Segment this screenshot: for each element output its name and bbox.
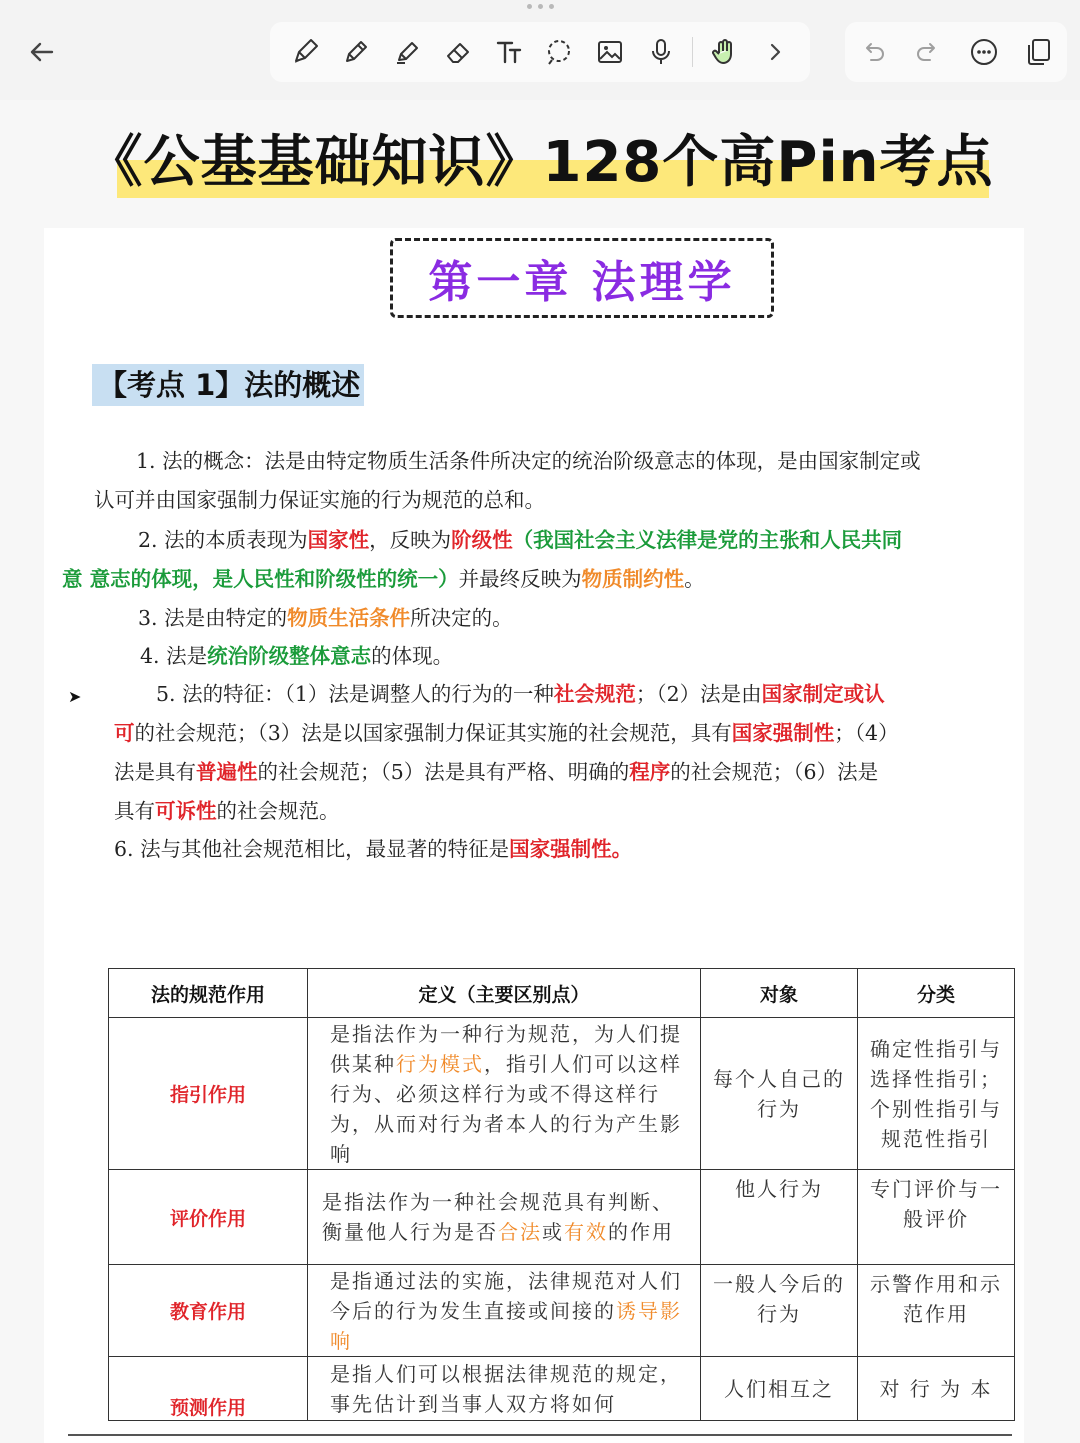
more-button[interactable] — [964, 32, 1004, 72]
drag-handle[interactable] — [523, 4, 557, 12]
keyword: 行为模式 — [396, 1051, 484, 1076]
table-header: 对象 — [701, 969, 858, 1018]
text-run: 并最终反映为 — [458, 567, 582, 591]
page-bottom-rule — [68, 1434, 1012, 1436]
pen-icon — [289, 36, 321, 68]
text-run: 或 — [542, 1220, 564, 1244]
keyword: 有效 — [564, 1220, 608, 1244]
paragraph-line — [138, 521, 902, 560]
keyword: 普遍性 — [196, 760, 258, 784]
more-icon — [968, 36, 1000, 68]
text-run: 的社会规范；（3）法是以国家强制力保证其实施的社会规范，具有 — [134, 721, 732, 745]
row-definition — [308, 1265, 701, 1357]
text-tool-button[interactable] — [489, 32, 529, 72]
pen-tool-button[interactable] — [285, 32, 325, 72]
headline: 《公基基础知识》128个高Pin考点 — [86, 130, 994, 195]
pencil-tool-button[interactable] — [336, 32, 376, 72]
text-run: 的作用 — [608, 1220, 674, 1244]
lasso-icon — [543, 36, 575, 68]
microphone-icon — [645, 36, 677, 68]
row-name: 指引作用 — [109, 1018, 308, 1170]
row-category: 示警作用和示范作用 — [858, 1265, 1015, 1357]
eraser-icon — [442, 36, 474, 68]
row-category: 专门评价与一般评价 — [858, 1170, 1015, 1265]
text-run: ；（4） — [834, 721, 899, 745]
lasso-tool-button[interactable] — [539, 32, 579, 72]
row-category: 对 行 为 本 — [858, 1357, 1015, 1421]
table-row — [109, 1170, 1015, 1265]
table-row — [109, 1357, 1015, 1421]
row-object: 每个人自己的行为 — [701, 1018, 858, 1170]
paragraph-line — [114, 714, 899, 753]
text-run: 是指法作为一种行为规范，为人们提供某种 — [330, 1021, 682, 1076]
cursor-arrow-icon: ➤ — [68, 687, 82, 706]
keyword: 阶级性 — [451, 528, 513, 552]
highlighter-tool-button[interactable] — [387, 32, 427, 72]
keyword: 可诉性 — [155, 799, 217, 823]
text-run: 是指法作为一种社会规范具有判断、衡量他人行为是否 — [322, 1190, 674, 1244]
paragraph-line — [94, 481, 545, 520]
text-run: ；（2）法是由 — [635, 682, 762, 706]
keyword: 国家性 — [307, 528, 370, 552]
table-row — [109, 1018, 1015, 1170]
text-run: 的体现。 — [371, 644, 454, 668]
highlighter-icon — [391, 36, 423, 68]
normative-function-table — [108, 968, 1015, 1421]
back-arrow-icon — [26, 36, 58, 68]
table-header: 定义（主要区别点） — [308, 969, 701, 1018]
table-header: 分类 — [858, 969, 1015, 1018]
undo-button[interactable] — [853, 32, 893, 72]
chapter-heading-box — [390, 238, 774, 318]
document-actions — [845, 22, 1067, 82]
text-run: 。 — [684, 567, 705, 591]
touch-mode-button[interactable] — [704, 32, 744, 72]
paragraph-line — [140, 637, 453, 676]
chevron-right-icon — [759, 36, 791, 68]
redo-icon — [912, 36, 944, 68]
text-run: 3. 法是由特定的 — [138, 606, 288, 630]
row-name: 教育作用 — [109, 1265, 308, 1357]
paragraph-line — [114, 830, 632, 869]
redo-button[interactable] — [908, 32, 948, 72]
table-row — [109, 1265, 1015, 1357]
keyword: 国家强制性 — [731, 721, 835, 745]
keyword: 物质制约性 — [581, 567, 685, 591]
keyword: 诱导影响 — [330, 1298, 682, 1353]
keyword: 统治阶级整体意志 — [207, 644, 372, 668]
keyword: 国家制定或认 — [761, 682, 885, 706]
paragraph-line — [136, 442, 921, 481]
voice-tool-button[interactable] — [641, 32, 681, 72]
keyword: 合法 — [498, 1220, 542, 1244]
keyword: 意 意志的体现，是人民性和阶级性的统一） — [62, 567, 459, 591]
eraser-tool-button[interactable] — [438, 32, 478, 72]
text-icon — [493, 36, 525, 68]
drawing-tools — [270, 22, 810, 82]
text-run: 的社会规范；（5）法是具有严格、明确的 — [257, 760, 630, 784]
text-run: 的社会规范。 — [216, 799, 340, 823]
text-run: 所决定的。 — [410, 606, 513, 630]
row-name: 预测作用 — [109, 1357, 308, 1421]
text-run: 法是具有 — [114, 760, 196, 784]
text-run: ，指引人们可以这样行为、必须这样行为或不得这样行为，从而对行为者本人的行为产生影响 — [330, 1051, 682, 1166]
text-run: 4. 法是 — [140, 644, 208, 668]
toolbar-divider — [692, 37, 693, 67]
pages-icon — [1023, 36, 1055, 68]
headline-container — [0, 118, 1080, 208]
undo-icon — [857, 36, 889, 68]
table-header-row — [109, 969, 1015, 1018]
keyword: 社会规范 — [553, 682, 636, 706]
keyword: 国家强制性 — [509, 837, 612, 861]
more-tools-button[interactable] — [755, 32, 795, 72]
text-run: 5. 法的特征：（1）法是调整人的行为的一种 — [156, 682, 554, 706]
keyword: 物质生活条件 — [287, 606, 411, 630]
paragraph-line — [114, 753, 878, 792]
paragraph-line — [138, 599, 513, 638]
text-run: 具有 — [114, 799, 155, 823]
toolbar — [0, 0, 1080, 100]
row-definition — [308, 1170, 701, 1265]
text-run: 1. 法的概念：法是由特定物质生活条件所决定的统治阶级意志的体现，是由国家制定或 — [136, 449, 921, 473]
pencil-icon — [340, 36, 372, 68]
point-title: 【考点 1】法的概述 — [92, 364, 364, 406]
text-run: 是指通过法的实施，法律规范对人们今后的行为发生直接或间接的 — [330, 1268, 682, 1323]
keyword: （我国社会主义法律是党的主张和人民共同 — [512, 528, 903, 552]
image-icon — [594, 36, 626, 68]
paragraph-line — [114, 792, 340, 831]
touch-hand-icon — [708, 36, 740, 68]
text-run: 的社会规范；（6）法是 — [670, 760, 879, 784]
row-category: 确定性指引与选择性指引；个别性指引与规范性指引 — [858, 1018, 1015, 1170]
row-object: 他人行为 — [701, 1170, 858, 1265]
text-run: 2. 法的本质表现为 — [138, 528, 308, 552]
keyword: 可 — [114, 721, 135, 745]
row-definition — [308, 1018, 701, 1170]
paragraph-line — [62, 560, 705, 599]
table-header: 法的规范作用 — [109, 969, 308, 1018]
keyword: 程序 — [629, 760, 671, 784]
row-definition: 是指人们可以根据法律规范的规定，事先估计到当事人双方将如何 — [308, 1357, 701, 1421]
row-object: 一般人今后的行为 — [701, 1265, 858, 1357]
back-button[interactable] — [20, 30, 64, 74]
image-tool-button[interactable] — [590, 32, 630, 72]
row-object: 人们相互之 — [701, 1357, 858, 1421]
pages-button[interactable] — [1019, 32, 1059, 72]
keyword: 。 — [611, 837, 633, 861]
chapter-title: 第一章 法理学 — [428, 257, 736, 308]
text-run: ，反映为 — [369, 528, 452, 552]
text-run: 认可并由国家强制力保证实施的行为规范的总和。 — [94, 488, 545, 512]
paragraph-line — [156, 675, 885, 714]
row-name: 评价作用 — [109, 1170, 308, 1265]
text-run: 6. 法与其他社会规范相比，最显著的特征是 — [114, 837, 510, 861]
